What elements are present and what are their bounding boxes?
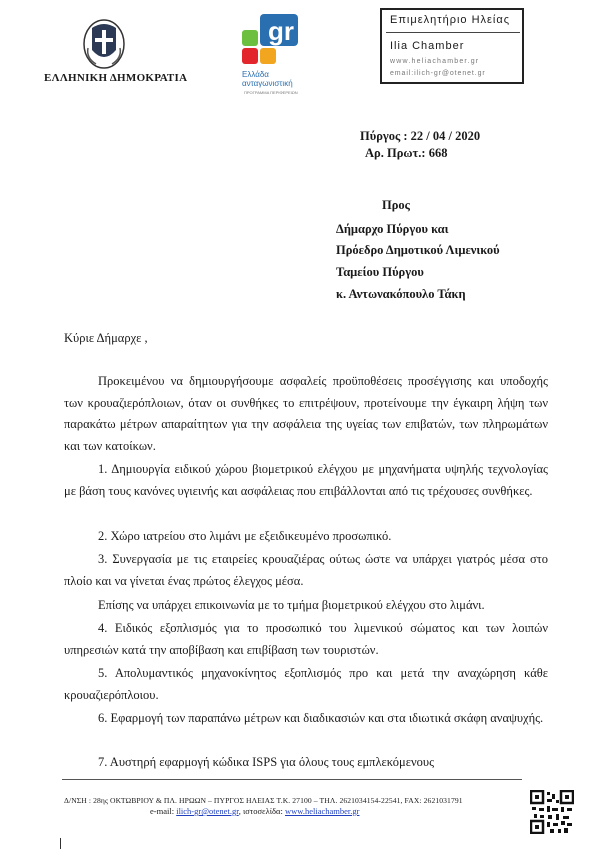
protocol-number: Αρ. Πρωτ.: 668 (365, 146, 448, 160)
gr-logo-text: gr (268, 16, 294, 46)
place-date: Πύργος : 22 / 04 / 2020 (360, 129, 481, 143)
recipient-line-1: Δήμαρχο Πύργου και (336, 222, 449, 236)
chamber-email: email:ilich-gr@otenet.gr (390, 70, 486, 77)
list-item-2: 2. Χώρο ιατρείου στο λιμάνι με εξειδικευμένο προσωπικό. (98, 529, 392, 543)
intro-paragraph: Προκειμένου να δημιουργήσουμε ασφαλείς προϋποθέσεις προσέγγισης και υποδοχής των κρουαζιερόπλοιων, όταν οι συνθήκες το επιτρέψουν, προτείνουμε την έγκαιρη λήψη των παρακάτω μέτρων απαραίτητων για την ασφάλεια της υγείας των επιβατών, των πληρωμάτων και των κατοίκων. (64, 374, 548, 453)
list-item-6: 6. Εφαρμογή των παραπάνω μέτρων και διαδικασιών και στα ιδιωτικά σκάφη αναψυχής. (98, 711, 544, 725)
gr-logo-caption-2: ανταγωνιστική (242, 79, 293, 88)
chamber-divider (386, 32, 520, 33)
footer-email-label: e-mail: (150, 806, 177, 816)
recipient-line-4: κ. Αντωνακόπουλο Τάκη (336, 287, 466, 301)
chamber-subtitle: Ilia Chamber (390, 40, 465, 52)
gr-logo-caption: Ελλάδα (242, 70, 269, 79)
qr-code-icon (530, 790, 574, 834)
footer-site-label: , ιστοσελίδα: (238, 806, 285, 816)
footer-contact (150, 806, 360, 816)
list-item-1: 1. Δημιουργία ειδικού χώρου βιομετρικού ελέγχου με μηχανήματα υψηλής τεχνολογίας με βάση τους κανόνες υγιεινής και ασφάλειας που επιβάλλονται από τις τρέχουσες συνθήκες. (64, 462, 548, 498)
footer-address: Δ/ΝΣΗ : 28ης ΟΚΤΩΒΡΙΟΥ & ΠΛ. ΗΡΩΩΝ – ΠΥΡΓΟΣ ΗΛΕΙΑΣ Τ.Κ. 27100 – ΤΗΛ. 2621034154-22541, FAX: 2621031791 (64, 796, 463, 805)
footer-website-link[interactable]: www.heliachamber.gr (284, 806, 360, 816)
chamber-title: Επιμελητήριο Ηλείας (390, 14, 511, 26)
list-item-3: 3. Συνεργασία με τις εταιρείες κρουαζιέρας ούτως ώστε να υπάρχει γιατρός μέσα στο πλοίο και να γίνεται ένας πρώτος έλεγχος μέσα. (64, 552, 548, 588)
list-item-4: 4. Ειδικός εξοπλισμός για το προσωπικό του λιμενικού σώματος και των λοιπών υπηρεσιών κατά την αποβίβαση και επιβίβαση των τουριστών. (64, 621, 548, 657)
recipient-line-2: Πρόεδρο Δημοτικού Λιμενικού (336, 243, 500, 257)
list-item-3-continuation: Επίσης να υπάρχει επικοινωνία με το τμήμα βιομετρικού ελέγχου στο λιμάνι. (98, 598, 485, 612)
gr-logo-tagline: ΠΡΟΓΡΑΜΜΑ ΠΕΡΙΦΕΡΕΙΩΝ (244, 90, 298, 95)
chamber-website: www.heliachamber.gr (390, 58, 480, 65)
footer-divider (62, 779, 522, 780)
footer-email-link[interactable]: ilich-gr@otenet.gr (176, 806, 239, 816)
page-edge-mark (60, 838, 61, 849)
list-item-7: 7. Αυστηρή εφαρμογή κώδικα ISPS για όλους τους εμπλεκόμενους (98, 755, 435, 769)
list-item-5: 5. Απολυμαντικός μηχανοκίνητος εξοπλισμός προ και μετά την αναχώρηση κάθε κρουαζιερόπλοιου. (64, 666, 548, 702)
republic-name: ΕΛΛΗΝΙΚΗ ΔΗΜΟΚΡΑΤΙΑ (44, 72, 188, 84)
competitive-greece-logo (240, 12, 302, 68)
recipient-to-label: Προς (382, 198, 410, 212)
salutation: Κύριε Δήμαρχε , (64, 331, 148, 345)
greek-emblem-logo (82, 18, 126, 70)
recipient-line-3: Ταμείου Πύργου (336, 265, 424, 279)
